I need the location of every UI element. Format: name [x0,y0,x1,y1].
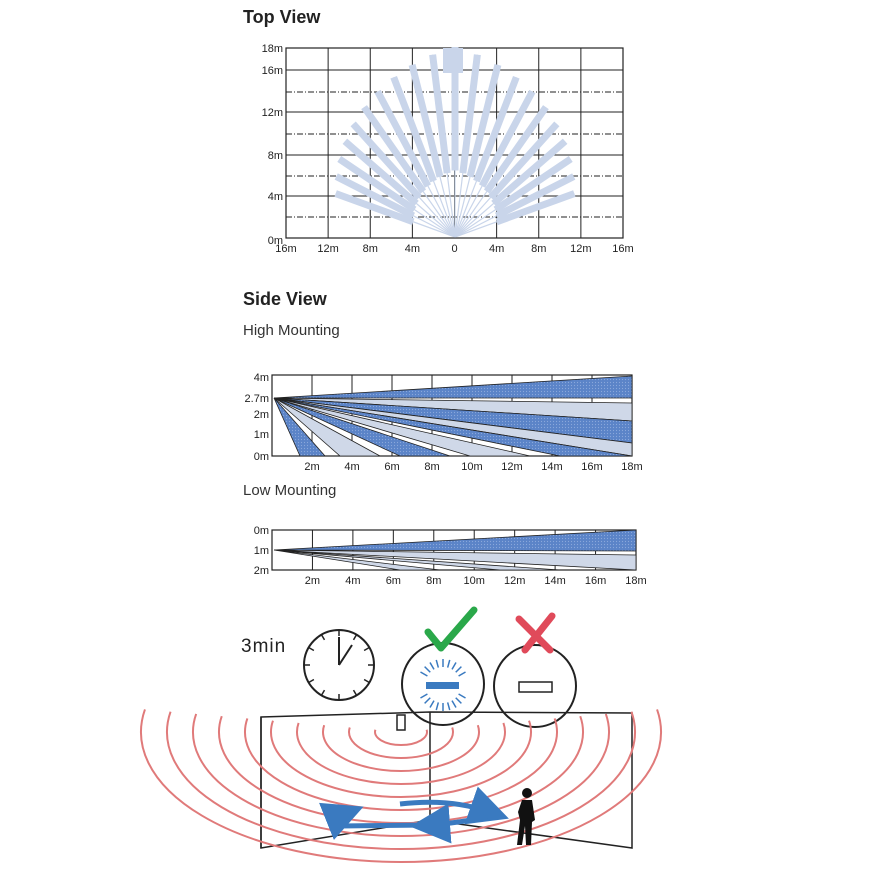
top-view-chart [262,43,634,255]
low-mounting-chart [254,525,647,587]
timer-label: 3min [241,636,287,657]
y-tick-label: 1m [253,429,269,441]
x-tick-label: 0 [451,243,458,255]
side-view-title: Side View [243,289,327,309]
clock-icon [304,630,374,700]
x-tick-label: 14m [544,575,566,587]
wave-arc [167,712,635,849]
low-mounting-y-ticks [254,525,269,577]
wave-arc [297,723,505,784]
wave-arc [193,714,609,836]
x-tick-label: 18m [625,575,647,587]
y-tick-label: 12m [261,107,283,119]
x-tick-label: 16m [584,575,607,587]
x-tick-label: 4m [344,461,360,473]
person-icon [517,788,535,845]
y-tick-label: 18m [261,43,283,55]
top-view-x-ticks [275,243,633,255]
check-icon [428,610,474,648]
x-tick-label: 8m [531,243,547,255]
y-tick-label: 8m [267,150,283,162]
x-tick-label: 16m [612,243,634,255]
y-tick-label: 2m [253,409,269,421]
y-tick-label: 0m [253,525,269,537]
x-tick-label: 8m [362,243,378,255]
y-tick-label: 4m [267,191,283,203]
x-tick-label: 8m [424,461,440,473]
x-tick-label: 10m [461,461,483,473]
y-tick-label: 0m [253,451,269,463]
wave-arc [323,725,479,771]
y-tick-label: 2m [253,565,269,577]
x-tick-label: 10m [463,575,485,587]
top-view-title: Top View [243,7,321,27]
top-view-y-ticks [262,43,283,247]
high-mounting-y-ticks [245,372,269,463]
x-tick-label: 16m [275,243,297,255]
x-tick-label: 18m [621,461,643,473]
detection-waves [141,709,661,862]
wall-sensor-icon [397,715,405,730]
x-tick-label: 12m [501,461,523,473]
beam-tip [443,48,463,73]
x-tick-label: 6m [384,461,400,473]
x-tick-label: 4m [404,243,421,255]
wave-arc [375,730,427,745]
high-mounting-chart [245,372,643,473]
x-tick-label: 16m [581,461,603,473]
wave-arc [349,727,453,758]
x-tick-label: 6m [385,575,401,587]
x-tick-label: 8m [426,575,442,587]
y-tick-label: 16m [261,65,283,77]
x-tick-label: 4m [488,243,505,255]
x-tick-label: 2m [304,575,321,587]
x-tick-label: 12m [570,243,592,255]
x-tick-label: 12m [317,243,339,255]
high-mounting-x-ticks [304,461,642,473]
y-tick-label: 4m [253,372,269,384]
y-tick-label: 1m [253,545,269,557]
x-tick-label: 14m [541,461,563,473]
x-tick-label: 4m [345,575,361,587]
x-tick-label: 2m [304,461,320,473]
sensor-inactive-icon [494,645,576,727]
low-mounting-x-ticks [305,575,647,587]
low-mounting-label: Low Mounting [243,482,337,499]
x-tick-label: 12m [503,575,526,587]
y-tick-label: 2.7m [244,393,269,405]
y-tick-label: 0m [267,235,283,247]
high-mounting-label: High Mounting [243,322,340,339]
